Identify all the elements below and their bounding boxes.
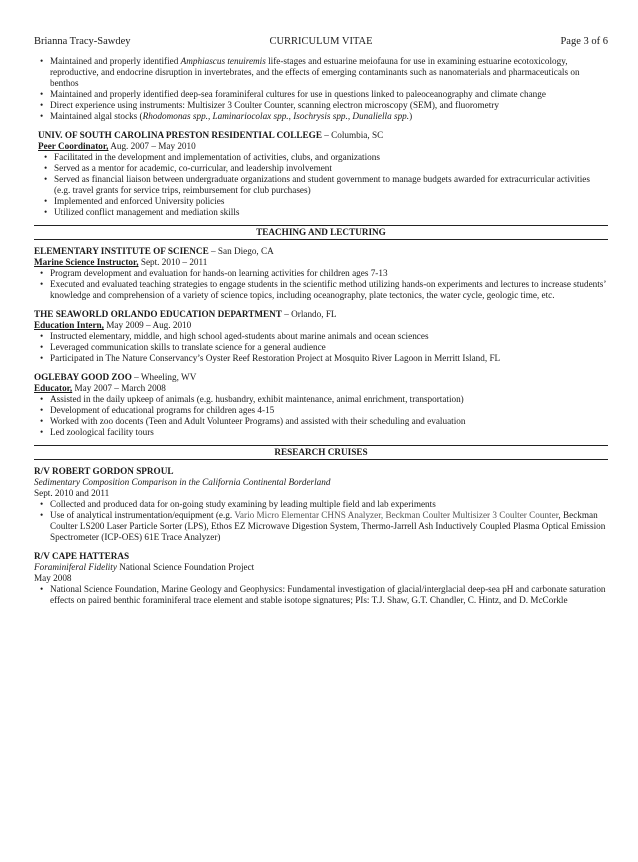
teaching-entry — [34, 246, 608, 301]
cruise-entry — [34, 551, 608, 606]
teaching-entry — [34, 309, 608, 364]
role-dates: Aug. 2007 – May 2010 — [108, 141, 196, 151]
entry-bullets — [34, 584, 608, 606]
role-dates: May 2007 – March 2008 — [72, 383, 166, 393]
list-item: • Maintained and properly identified deep-sea foraminiferal cultures for use in questions linked to paleoceanography and climate change — [50, 89, 608, 100]
list-item: • Maintained and properly identified Amphiascus tenuiremis life-stages and estuarine meiofauna for use in examining estuarine ecotoxicology, reproductive, and endocrine disruption in invertebrates, and the effects of emerging contaminants such as nanomaterials and pharmaceuticals on benthos — [50, 56, 608, 89]
list-item: • Utilized conflict management and mediation skills — [54, 207, 608, 218]
role-title: Peer Coordinator, — [38, 141, 109, 151]
organization-location: – San Diego, CA — [208, 246, 274, 256]
section-heading-teaching: TEACHING AND LECTURING — [34, 225, 608, 240]
entry-role — [38, 141, 608, 152]
organization-name: THE SEAWORLD ORLANDO EDUCATION DEPARTMENT — [34, 309, 282, 319]
research-bullets — [34, 56, 608, 122]
teaching-entry — [34, 372, 608, 438]
list-item: • Facilitated in the development and implementation of activities, clubs, and organizations — [54, 152, 608, 163]
entry-bullets — [34, 331, 608, 364]
list-item: • Collected and produced data for on-going study examining by leading multiple field and lab experiments — [50, 499, 608, 510]
entry-heading — [38, 130, 608, 141]
entry-role — [34, 257, 608, 268]
cruise-project: Sedimentary Composition Comparison in the California Continental Borderland — [34, 477, 331, 487]
role-title: Educator, — [34, 383, 73, 393]
entry-bullets — [34, 499, 608, 543]
page-number: Page 3 of 6 — [560, 36, 608, 47]
organization-name: ELEMENTARY INSTITUTE OF SCIENCE — [34, 246, 209, 256]
list-item: • Instructed elementary, middle, and high school aged-students about marine animals and ocean sciences — [50, 331, 608, 342]
list-item: • Served as a mentor for academic, co-curricular, and leadership involvement — [54, 163, 608, 174]
organization-location: – Orlando, FL — [281, 309, 337, 319]
resume-page — [0, 36, 638, 862]
role-title: Marine Science Instructor, — [34, 257, 139, 267]
entry-bullets — [38, 152, 608, 218]
cruise-dates: May 2008 — [34, 573, 72, 583]
document-title: CURRICULUM VITAE — [269, 36, 373, 47]
role-dates: May 2009 – Aug. 2010 — [103, 320, 192, 330]
list-item: • Executed and evaluated teaching strategies to engage students in the scientific method utilizing hands-on experiments and lectures to increase students’ knowledge and comprehension of a variety of science topics, including oceanography, plate tectonics, the water cycle, geologic time, etc. — [50, 279, 608, 301]
list-item: • Maintained algal stocks (Rhodomonas spp., Laminariocolax spp., Isochrysis spp., Dunaliella spp.) — [50, 111, 608, 122]
list-item: • Led zoological facility tours — [50, 427, 608, 438]
list-item: • Use of analytical instrumentation/equipment (e.g. Vario Micro Elementar CHNS Analyzer, Beckman Coulter Multisizer 3 Coulter Counter, Beckman Coulter LS200 Laser Particle Sorter (LPS), Ethos EZ Microwave Digestion System, Thermo-Jarrell Ash Inductively Coupled Plasma Optical Emission Spectrometer (ICP-OES) 61E Trace Analyzer) — [50, 510, 608, 543]
entry-heading — [34, 246, 608, 257]
vessel-name: R/V ROBERT GORDON SPROUL — [34, 466, 174, 476]
vessel-name: R/V CAPE HATTERAS — [34, 551, 130, 561]
list-item: • Participated in The Nature Conservancy’s Oyster Reef Restoration Project at Mosquito River Lagoon in Merritt Island, FL — [50, 353, 608, 364]
author-name: Brianna Tracy-Sawdey — [34, 36, 131, 47]
list-item: • Worked with zoo docents (Teen and Adult Volunteer Programs) and assisted with their scheduling and evaluation — [50, 416, 608, 427]
list-item: • National Science Foundation, Marine Geology and Geophysics: Fundamental investigation of glacial/interglacial deep-sea pH and carbonate saturation effects on paired benthic foraminiferal trace element and stable isotope signatures; PIs: T.J. Shaw, G.T. Chandler, C. Hintz, and D. McCorkle — [50, 584, 608, 606]
resume-content — [34, 56, 608, 606]
organization-location: – Wheeling, WV — [131, 372, 197, 382]
cruise-project: Foraminiferal Fidelity National Science Foundation Project — [34, 562, 255, 572]
entry-role — [34, 320, 608, 331]
entry-bullets — [34, 268, 608, 301]
usc-entry — [38, 130, 608, 218]
entry-role — [34, 383, 608, 394]
organization-name: OGLEBAY GOOD ZOO — [34, 372, 132, 382]
cruise-dates: Sept. 2010 and 2011 — [34, 488, 110, 498]
cruise-entry — [34, 466, 608, 543]
section-heading-cruises: RESEARCH CRUISES — [34, 445, 608, 460]
list-item: • Direct experience using instruments: Multisizer 3 Coulter Counter, scanning electron microscopy (SEM), and fluorometry — [50, 100, 608, 111]
role-dates: Sept. 2010 – 2011 — [138, 257, 208, 267]
entry-heading — [34, 372, 608, 383]
entry-heading — [34, 309, 608, 320]
list-item: • Served as financial liaison between undergraduate organizations and student government to manage budgets awarded for extracurricular activities (e.g. travel grants for service trips, reimbursement for club purchases) — [54, 174, 608, 196]
role-title: Education Intern, — [34, 320, 104, 330]
entry-bullets — [34, 394, 608, 438]
list-item: • Assisted in the daily upkeep of animals (e.g. husbandry, exhibit maintenance, animal enrichment, transportation) — [50, 394, 608, 405]
list-item: • Implemented and enforced University policies — [54, 196, 608, 207]
organization-location: – Columbia, SC — [321, 130, 384, 140]
list-item: • Leveraged communication skills to translate science for a general audience — [50, 342, 608, 353]
list-item: • Development of educational programs for children ages 4-15 — [50, 405, 608, 416]
list-item: • Program development and evaluation for hands-on learning activities for children ages 7-13 — [50, 268, 608, 279]
page-header — [34, 36, 608, 56]
organization-name: UNIV. OF SOUTH CAROLINA PRESTON RESIDENTIAL COLLEGE — [38, 130, 322, 140]
